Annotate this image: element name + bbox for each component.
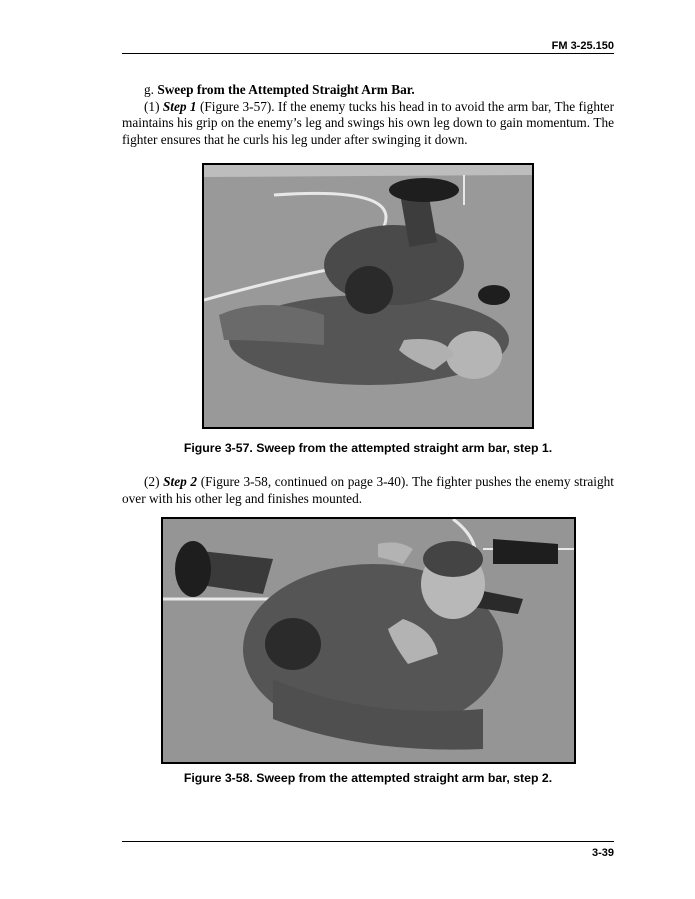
figure-3-57-graphic	[204, 165, 532, 427]
step1-paragraph	[122, 99, 614, 149]
section-letter: g.	[144, 82, 154, 97]
step2-body: (Figure 3-58, continued on page 3-40). The fighter pushes the enemy straight over with his other leg and finishes mounted.	[122, 474, 614, 506]
step2-paragraph	[122, 474, 614, 507]
section-heading	[122, 82, 614, 99]
page-number: 3-39	[591, 847, 614, 859]
running-header: FM 3-25.150	[551, 40, 614, 52]
step2-label: Step 2	[163, 474, 198, 489]
step1-body: (Figure 3-57). If the enemy tucks his head in to avoid the arm bar, The fighter maintains his grip on the enemy’s leg and swings his own leg down to gain momentum. The fighter ensures that he curls his leg under after swinging it down.	[122, 98, 614, 147]
figure-3-58-caption: Figure 3-58. Sweep from the attempted straight arm bar, step 2.	[183, 771, 553, 785]
step1-label: Step 1	[162, 98, 197, 114]
header-rule	[122, 53, 614, 54]
section-g	[122, 82, 614, 148]
section-title: Sweep from the Attempted Straight Arm Bar.	[157, 82, 415, 97]
figure-3-58-photo	[161, 517, 576, 764]
footer-rule	[122, 841, 614, 842]
step1-number: (1)	[144, 98, 160, 114]
step2-number: (2)	[144, 474, 160, 489]
figure-3-57-photo	[202, 163, 534, 429]
figure-3-58-graphic	[163, 519, 574, 762]
figure-3-57-caption: Figure 3-57. Sweep from the attempted straight arm bar, step 1.	[183, 441, 553, 455]
